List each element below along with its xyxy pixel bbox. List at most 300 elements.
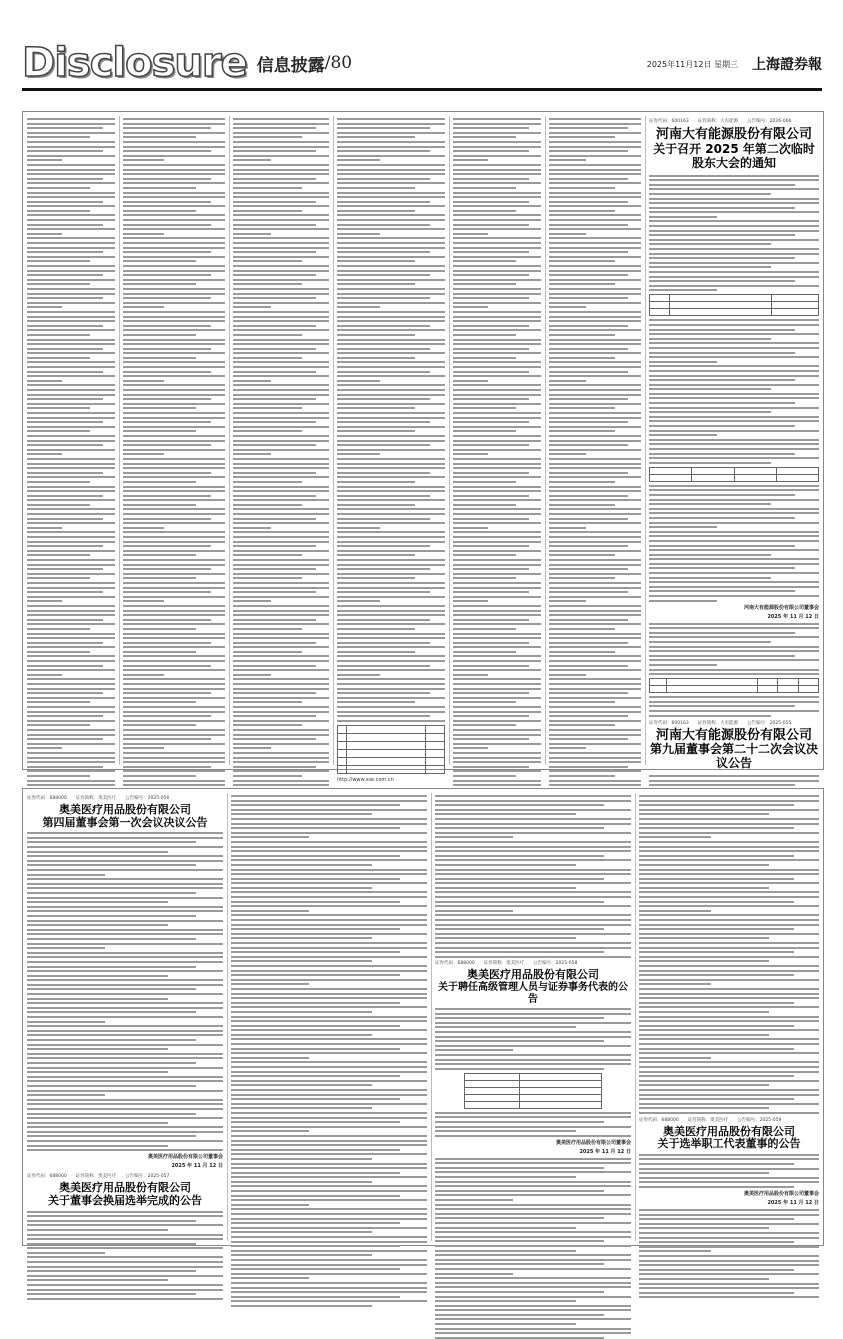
text-line <box>639 1181 819 1183</box>
text-line <box>649 439 819 441</box>
text-line <box>27 869 223 871</box>
text-line <box>649 673 819 675</box>
text-line <box>231 1098 400 1100</box>
text-line <box>27 173 115 175</box>
text-line <box>231 846 427 848</box>
text-line <box>435 1273 513 1275</box>
text-line <box>123 655 225 657</box>
text-line <box>233 568 316 570</box>
text-line <box>549 573 641 575</box>
text-line <box>233 481 302 483</box>
text-line <box>27 453 62 455</box>
text-line <box>231 965 427 967</box>
text-line <box>27 1090 223 1092</box>
text-line <box>27 1224 223 1226</box>
text-line <box>233 715 316 717</box>
text-line <box>337 564 445 566</box>
text-line <box>337 302 445 304</box>
text-line <box>549 173 641 175</box>
text-line <box>435 891 631 893</box>
text-line <box>453 219 541 221</box>
text-line <box>435 873 631 875</box>
text-line <box>337 711 445 713</box>
text-line <box>435 809 631 811</box>
text-line <box>233 499 329 501</box>
text-line <box>639 1057 711 1059</box>
text-line <box>123 458 225 460</box>
text-line <box>231 1181 372 1183</box>
text-line <box>453 734 541 736</box>
text-line <box>27 417 115 419</box>
text-line <box>649 280 795 282</box>
text-line <box>337 394 445 396</box>
text-line <box>27 678 115 680</box>
text-line <box>231 1066 427 1068</box>
text-line <box>337 118 445 120</box>
text-line <box>27 329 115 331</box>
text-line <box>649 193 771 195</box>
text-line <box>549 752 641 754</box>
text-line <box>233 352 329 354</box>
text-line <box>453 458 541 460</box>
text-line <box>435 1208 631 1210</box>
text-line <box>27 933 223 935</box>
text-line <box>233 554 302 556</box>
text-line <box>27 508 115 510</box>
text-line <box>649 485 819 487</box>
text-line <box>233 334 302 336</box>
text-line <box>337 486 445 488</box>
text-line <box>639 947 819 949</box>
column-divider <box>333 116 334 765</box>
text-line <box>639 910 711 912</box>
text-line <box>549 123 641 125</box>
text-line <box>27 1289 223 1291</box>
text-line <box>27 293 115 295</box>
text-line <box>337 499 445 501</box>
text-line <box>27 587 115 589</box>
text-line <box>233 688 329 690</box>
text-line <box>27 1211 223 1213</box>
text-line <box>649 650 819 652</box>
notice-title: 关于召开 2025 年第二次临时股东大会的通知 <box>653 141 815 170</box>
text-line <box>27 1149 223 1151</box>
text-line <box>549 196 641 198</box>
text-line <box>123 178 211 180</box>
text-line <box>649 184 795 186</box>
text-line <box>27 784 115 786</box>
text-line <box>649 253 819 255</box>
text-line <box>27 1030 223 1032</box>
text-line <box>231 1195 400 1197</box>
text-line <box>233 463 329 465</box>
text-line <box>27 600 62 602</box>
text-line <box>123 233 164 235</box>
text-line <box>231 1264 427 1266</box>
text-line <box>231 832 427 834</box>
text-line <box>639 832 819 834</box>
text-line <box>453 531 541 533</box>
text-line <box>233 316 329 318</box>
text-line <box>435 1250 576 1252</box>
text-line <box>453 361 541 363</box>
text-line <box>453 178 529 180</box>
text-line <box>549 697 641 699</box>
text-line <box>453 605 541 607</box>
text-line <box>453 637 541 639</box>
text-line <box>639 1011 769 1013</box>
text-line <box>27 988 196 990</box>
text-line <box>27 486 115 488</box>
text-line <box>27 734 115 736</box>
text-line <box>233 173 329 175</box>
text-line <box>233 242 329 244</box>
text-line <box>639 896 819 898</box>
text-line <box>27 375 115 377</box>
text-line <box>27 339 115 341</box>
text-line <box>231 809 427 811</box>
text-line <box>549 780 641 782</box>
text-line <box>649 411 771 413</box>
text-line <box>337 274 430 276</box>
text-line <box>549 146 641 148</box>
text-line <box>435 813 576 815</box>
text-line <box>649 590 795 592</box>
text-line <box>649 696 819 698</box>
text-line <box>233 325 316 327</box>
text-line <box>649 262 819 264</box>
text-line <box>435 1036 631 1038</box>
text-line <box>639 1038 819 1040</box>
text-line <box>233 633 329 635</box>
text-line <box>27 270 115 272</box>
text-line <box>453 683 541 685</box>
text-line <box>27 527 62 529</box>
text-line <box>453 127 529 129</box>
text-line <box>123 738 211 740</box>
text-line <box>27 394 115 396</box>
text-line <box>453 568 529 570</box>
text-line <box>233 453 271 455</box>
text-line <box>27 674 62 676</box>
text-line <box>231 1296 400 1298</box>
text-line <box>453 614 541 616</box>
text-line <box>549 614 641 616</box>
text-line <box>123 169 225 171</box>
text-line <box>27 1103 223 1105</box>
text-line <box>27 219 115 221</box>
text-line <box>337 265 445 267</box>
text-line <box>27 683 115 685</box>
text-line <box>549 518 628 520</box>
text-line <box>337 407 415 409</box>
text-line <box>435 846 631 848</box>
text-line <box>639 1163 794 1165</box>
text-line <box>231 905 427 907</box>
text-line <box>231 841 427 843</box>
text-line <box>27 371 103 373</box>
text-line <box>233 403 329 405</box>
column-divider <box>227 793 228 1241</box>
text-line <box>337 251 430 253</box>
text-line <box>123 724 196 726</box>
text-line <box>453 150 529 152</box>
text-line <box>27 970 223 972</box>
text-line <box>549 508 641 510</box>
text-line <box>337 522 445 524</box>
text-line <box>27 260 90 262</box>
text-line <box>549 357 615 359</box>
text-line <box>27 187 90 189</box>
text-line <box>453 430 516 432</box>
text-line <box>27 118 115 120</box>
text-line <box>453 412 541 414</box>
text-line <box>123 426 225 428</box>
text-line <box>549 260 615 262</box>
text-line <box>123 784 225 786</box>
text-line <box>233 380 271 382</box>
text-line <box>123 522 225 524</box>
text-line <box>27 159 62 161</box>
text-line <box>453 784 541 786</box>
text-line <box>453 417 541 419</box>
text-line <box>27 201 103 203</box>
text-line <box>123 357 196 359</box>
text-line <box>639 1264 819 1266</box>
text-line <box>27 352 115 354</box>
text-line <box>337 169 445 171</box>
text-line <box>649 494 795 496</box>
text-line <box>453 508 541 510</box>
text-line <box>337 504 415 506</box>
text-line <box>549 646 641 648</box>
text-line <box>337 132 445 134</box>
text-line <box>123 761 225 763</box>
text-line <box>549 499 641 501</box>
text-line <box>337 490 445 492</box>
text-line <box>123 196 225 198</box>
text-line <box>649 780 819 782</box>
text-line <box>337 233 380 235</box>
text-line <box>649 352 795 354</box>
text-line <box>123 674 164 676</box>
text-line <box>233 192 329 194</box>
text-line <box>649 220 819 222</box>
text-line <box>549 228 641 230</box>
text-line <box>453 715 529 717</box>
text-line <box>549 591 628 593</box>
text-line <box>453 577 516 579</box>
text-line <box>233 279 329 281</box>
text-line <box>123 182 225 184</box>
text-line <box>27 554 90 556</box>
text-line <box>123 398 211 400</box>
text-line <box>453 669 541 671</box>
text-line <box>231 823 427 825</box>
text-line <box>337 587 445 589</box>
text-line <box>435 1282 631 1284</box>
text-line <box>27 490 115 492</box>
text-line <box>123 311 225 313</box>
text-line <box>549 403 641 405</box>
text-line <box>231 1149 400 1151</box>
text-line <box>649 627 819 629</box>
text-line <box>435 1017 604 1019</box>
text-line <box>549 683 641 685</box>
text-line <box>435 1318 631 1320</box>
text-line <box>453 256 541 258</box>
text-line <box>123 339 225 341</box>
text-line <box>649 664 717 666</box>
text-line <box>649 207 795 209</box>
text-line <box>231 933 427 935</box>
text-line <box>639 836 711 838</box>
text-line <box>337 127 430 129</box>
text-line <box>231 850 427 852</box>
text-line <box>453 384 541 386</box>
text-line <box>639 1002 794 1004</box>
text-line <box>453 357 516 359</box>
text-line <box>123 214 225 216</box>
text-line <box>231 1273 427 1275</box>
text-line <box>649 457 819 459</box>
text-line <box>549 210 615 212</box>
text-line <box>27 237 115 239</box>
text-line <box>549 334 615 336</box>
text-line <box>27 1266 223 1268</box>
text-line <box>27 874 105 876</box>
text-line <box>549 481 615 483</box>
text-line <box>549 770 641 772</box>
text-line <box>453 279 541 281</box>
text-line <box>435 1194 631 1196</box>
text-line <box>337 463 445 465</box>
text-line <box>123 237 225 239</box>
text-line <box>27 984 223 986</box>
column-divider <box>635 793 636 1241</box>
text-line <box>123 306 164 308</box>
text-line <box>453 311 541 313</box>
text-line <box>453 623 541 625</box>
text-line <box>123 770 225 772</box>
text-line <box>233 311 329 313</box>
text-line <box>337 697 445 699</box>
text-line <box>123 486 225 488</box>
text-line <box>453 403 541 405</box>
text-line <box>27 1062 196 1064</box>
text-line <box>435 1181 631 1183</box>
text-line <box>123 711 225 713</box>
text-line <box>649 216 717 218</box>
text-line <box>649 567 795 569</box>
text-line <box>233 228 329 230</box>
text-line <box>233 146 329 148</box>
text-line <box>639 804 794 806</box>
employee-director-title: 关于选举职工代表董事的公告 <box>657 1137 801 1151</box>
column-divider <box>545 116 546 765</box>
text-line <box>233 270 329 272</box>
text-line <box>123 334 196 336</box>
board-code-line: 证券代码：688000 证券简称：奥美医疗 公告编号：2025-056 <box>27 796 170 801</box>
text-line <box>233 417 329 419</box>
text-line <box>123 187 196 189</box>
text-line <box>549 205 641 207</box>
text-line <box>649 202 819 204</box>
text-line <box>453 582 541 584</box>
text-line <box>233 757 329 759</box>
text-line <box>27 711 115 713</box>
text-line <box>649 375 819 377</box>
text-line <box>453 646 541 648</box>
text-line <box>337 228 445 230</box>
registration-table <box>649 467 819 482</box>
text-line <box>27 127 103 129</box>
notice-code-line: 证券代码：600163 证券简称：大有能源 公告编号：2026-066 <box>649 119 792 124</box>
text-line <box>435 914 631 916</box>
text-line <box>435 1126 631 1128</box>
text-line <box>27 1025 223 1027</box>
text-line <box>123 343 225 345</box>
text-line <box>549 270 641 272</box>
agenda-table <box>649 294 819 316</box>
text-line <box>435 1190 604 1192</box>
text-line <box>233 196 329 198</box>
text-line <box>639 850 819 852</box>
text-line <box>453 573 541 575</box>
text-line <box>27 214 115 216</box>
text-line <box>231 1185 427 1187</box>
text-line <box>233 357 302 359</box>
text-line <box>233 577 302 579</box>
text-line <box>231 1245 400 1247</box>
text-line <box>231 937 372 939</box>
text-line <box>123 440 225 442</box>
text-line <box>549 440 641 442</box>
text-line <box>233 430 302 432</box>
text-line <box>639 800 819 802</box>
text-line <box>639 1048 794 1050</box>
text-line <box>649 623 819 625</box>
text-line <box>649 545 795 547</box>
text-line <box>27 348 103 350</box>
text-line <box>435 841 631 843</box>
text-line <box>27 141 115 143</box>
text-line <box>649 234 795 236</box>
text-line <box>337 159 380 161</box>
text-line <box>453 366 541 368</box>
text-line <box>337 619 430 621</box>
text-line <box>453 426 541 428</box>
text-line <box>435 1240 604 1242</box>
text-line <box>27 412 115 414</box>
text-line <box>649 243 771 245</box>
text-line <box>337 688 445 690</box>
text-line <box>27 531 115 533</box>
text-line <box>639 1094 819 1096</box>
text-line <box>435 1268 631 1270</box>
text-line <box>639 1273 819 1275</box>
text-line <box>231 800 427 802</box>
text-line <box>27 761 115 763</box>
text-line <box>123 706 225 708</box>
text-line <box>27 306 62 308</box>
text-line <box>549 678 641 680</box>
text-line <box>337 467 445 469</box>
text-line <box>453 247 541 249</box>
text-line <box>549 453 586 455</box>
text-line <box>27 357 90 359</box>
text-line <box>337 674 380 676</box>
